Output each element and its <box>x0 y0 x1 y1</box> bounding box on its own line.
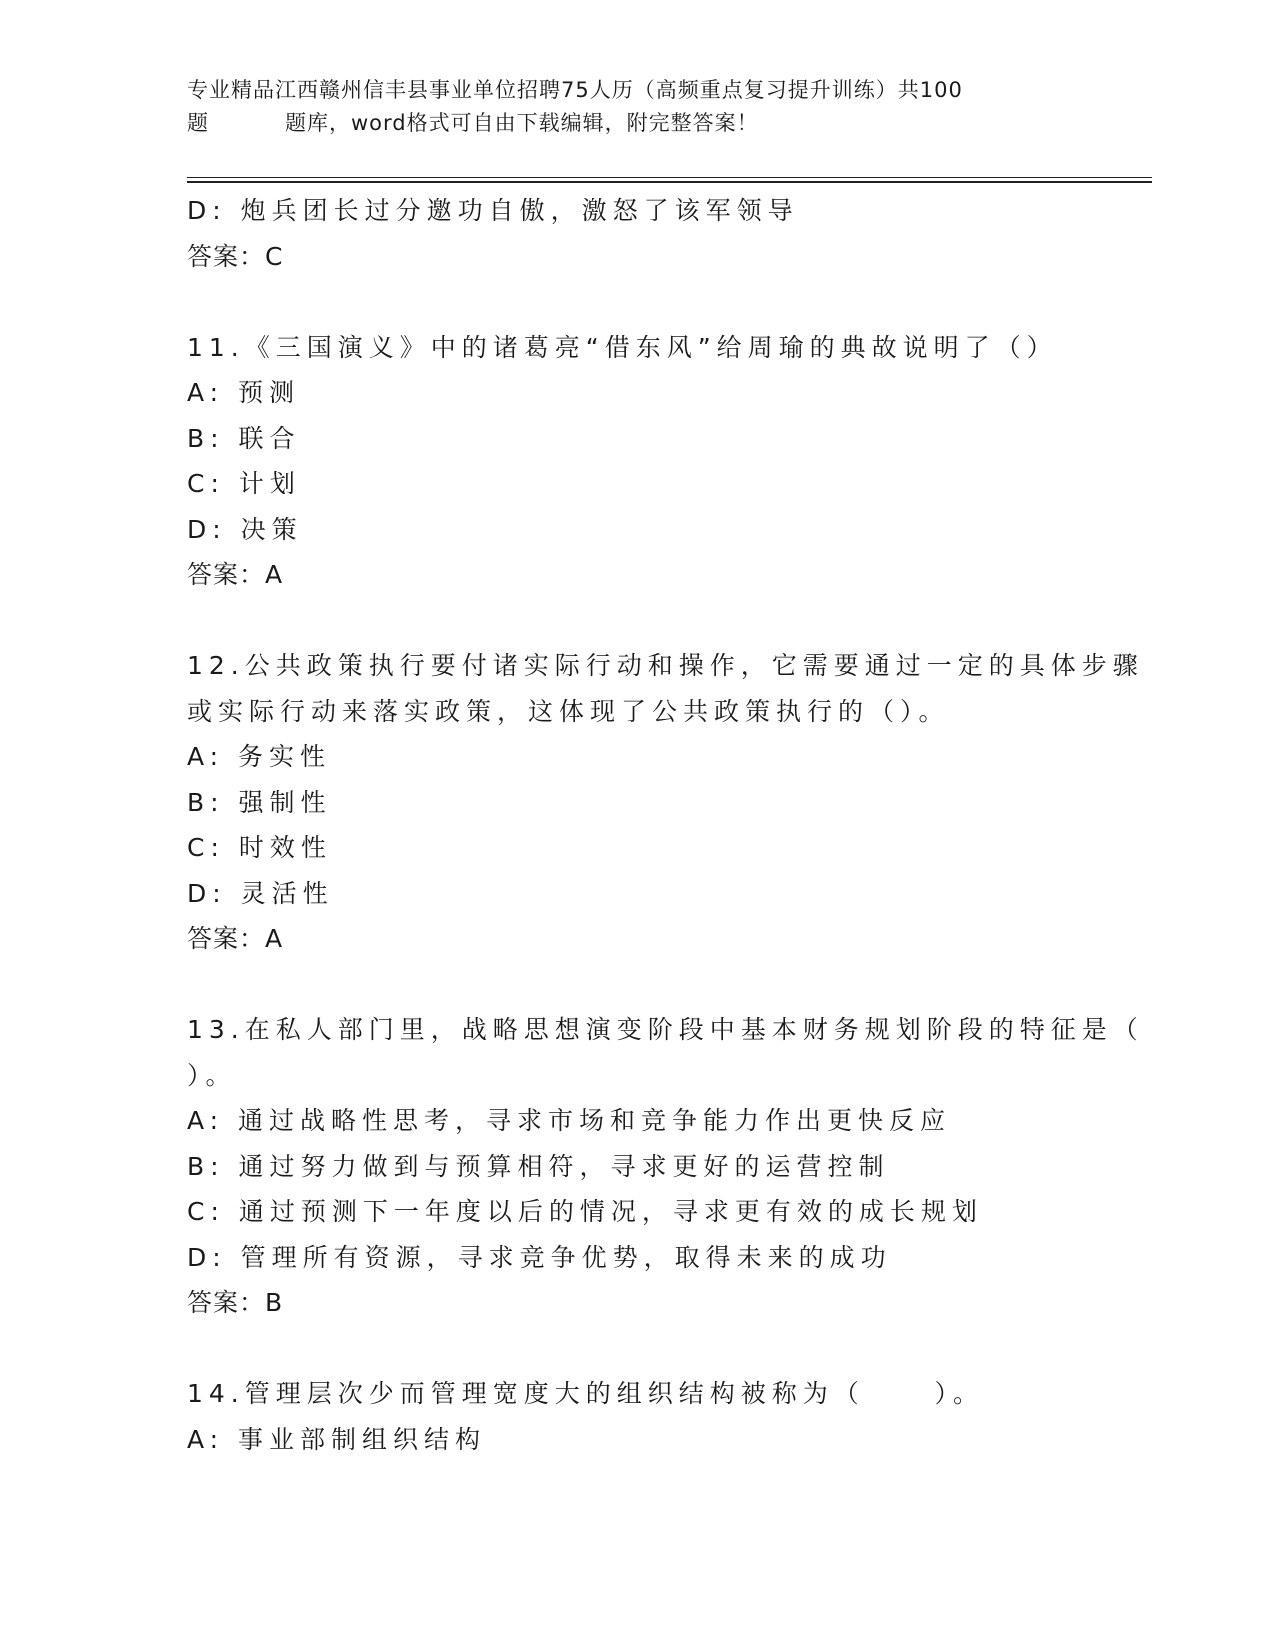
answer-line: 答案：A <box>187 924 284 953</box>
question-stem: 11.《三国演义》中的诸葛亮“借东风”给周瑜的典故说明了（） <box>187 332 1058 362</box>
spacer <box>187 962 1087 1008</box>
header-divider-thick <box>187 181 1152 183</box>
spacer <box>187 279 1087 325</box>
option-b: B: 通过努力做到与预算相符，寻求更好的运营控制 <box>187 1151 890 1181</box>
option-a: A: 务实性 <box>187 742 332 771</box>
question-12 <box>187 643 1144 962</box>
question-11 <box>187 325 1087 598</box>
answer-line: 答案：A <box>187 560 284 589</box>
spacer <box>187 1326 1087 1372</box>
header-divider-thin <box>187 177 1152 178</box>
option-a: A: 事业部制组织结构 <box>187 1424 487 1454</box>
question-14 <box>187 1371 1087 1462</box>
answer-line: 答案：B <box>187 1288 284 1317</box>
answer-line: 答案：C <box>187 241 284 271</box>
question-stem-continued: 或实际行动来落实政策，这体现了公共政策执行的（）。 <box>187 696 950 726</box>
option-d: D: 灵活性 <box>187 878 334 908</box>
question-13 <box>187 1007 1144 1326</box>
header-line-2-text: 题库，word格式可自由下载编辑，附完整答案！ <box>285 111 759 135</box>
option-c: C: 通过预测下一年度以后的情况，寻求更有效的成长规划 <box>187 1197 983 1226</box>
question-stem: 13.在私人部门里，战略思想演变阶段中基本财务规划阶段的特征是（ <box>187 1015 1144 1044</box>
question-stem: 12.公共政策执行要付诸实际行动和操作，它需要通过一定的具体步骤 <box>187 651 1144 680</box>
question-stem-continued: ）。 <box>187 1060 237 1090</box>
option-d: D: 决策 <box>187 514 303 544</box>
option-d: D: 管理所有资源，寻求竞争优势，取得未来的成功 <box>187 1242 892 1272</box>
option-b: B: 强制性 <box>187 787 332 817</box>
option-c: C: 时效性 <box>187 833 332 862</box>
header-line-2 <box>187 107 1087 140</box>
option-d: D: 炮兵团长过分邀功自傲，激怒了该军领导 <box>187 196 799 225</box>
option-a: A: 预测 <box>187 378 301 407</box>
option-b: B: 联合 <box>187 423 301 453</box>
question-list <box>187 188 1144 1462</box>
question-stem: 14.管理层次少而管理宽度大的组织结构被称为（ ）。 <box>187 1379 984 1408</box>
spacer <box>187 598 1087 644</box>
document-header <box>187 74 1087 140</box>
option-a: A: 通过战略性思考，寻求市场和竞争能力作出更快反应 <box>187 1106 952 1135</box>
header-line-2-lead: 题 <box>187 111 209 135</box>
header-line-1: 专业精品江西赣州信丰县事业单位招聘75人历（高频重点复习提升训练）共100 <box>187 78 963 102</box>
question-10-tail <box>187 188 1087 279</box>
option-c: C: 计划 <box>187 469 301 498</box>
